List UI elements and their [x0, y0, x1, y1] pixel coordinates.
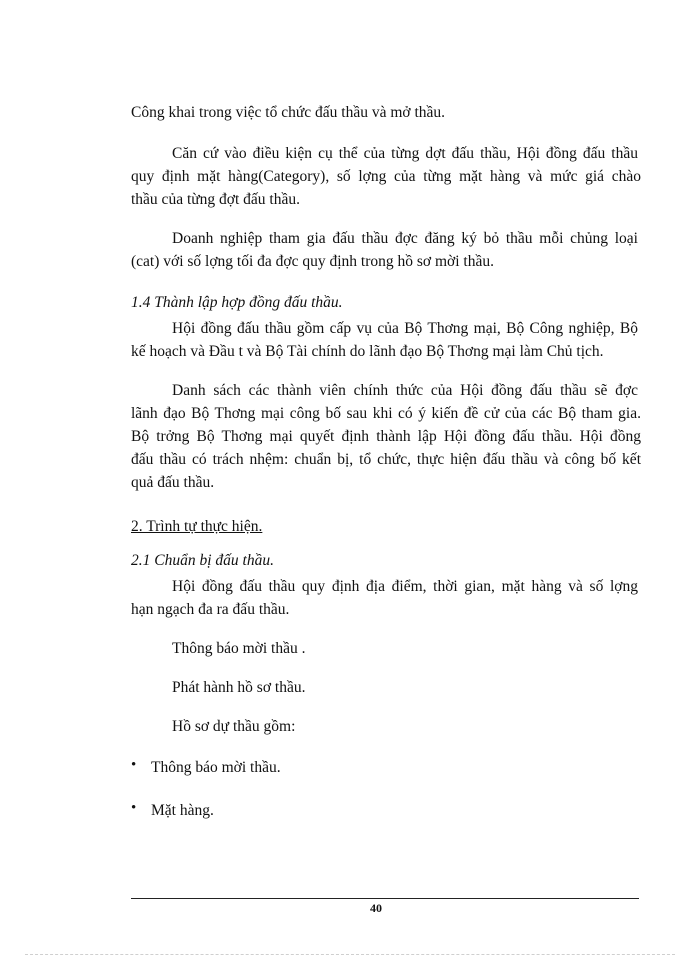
paragraph-line: hạn ngạch đa ra đấu thầu. [131, 601, 290, 618]
page-number: 40 [370, 901, 382, 915]
paragraph-line: Danh sách các thành viên chính thức của Hội đồng đấu thầu sẽ đợc [172, 382, 638, 399]
indented-line: Thông báo mời thầu . [172, 640, 306, 657]
paragraph-line: (cat) với số lợng tối đa đợc quy định trong hồ sơ mời thầu. [131, 253, 494, 270]
indented-line: Phát hành hồ sơ thầu. [172, 679, 306, 696]
subsection-heading: 2.1 Chuẩn bị đấu thầu. [131, 552, 274, 569]
paragraph-line: Bộ trởng Bộ Thơng mại quyết định thành lập Hội đồng đấu thầu. Hội đồng [131, 428, 641, 445]
bullet-icon: • [131, 757, 137, 773]
paragraph-line: quy định mặt hàng(Category), số lợng của từng mặt hàng và mức giá chào [131, 168, 641, 185]
section-heading: 2. Trình tự thực hiện. [131, 518, 263, 535]
indented-line: Hồ sơ dự thầu gồm: [172, 718, 296, 735]
bullet-icon: • [131, 800, 137, 816]
paragraph-line: Doanh nghiệp tham gia đấu thầu đợc đăng ký bỏ thầu mỗi chủng loại [172, 230, 638, 247]
paragraph-line: Công khai trong việc tổ chức đấu thầu và mở thầu. [131, 104, 446, 121]
paragraph-line: quả đấu thầu. [131, 474, 215, 491]
paragraph-line: thầu của từng đợt đấu thầu. [131, 191, 300, 208]
bullet-item: Thông báo mời thầu. [151, 759, 281, 776]
paragraph-line: Căn cứ vào điều kiện cụ thể của từng dợt đấu thầu, Hội đồng đấu thầu [172, 145, 638, 162]
paragraph-line: kế hoạch và Đầu t và Bộ Tài chính do lãnh đạo Bộ Thơng mại làm Chủ tịch. [131, 343, 604, 360]
paragraph-line: Hội đồng đấu thầu quy định địa điểm, thời gian, mặt hàng và số lợng [172, 578, 638, 595]
bullet-item: Mặt hàng. [151, 802, 214, 819]
paragraph-line: đấu thầu có trách nhệm: chuẩn bị, tổ chức, thực hiện đấu thầu và công bố kết [131, 451, 641, 468]
footer-divider [131, 898, 639, 899]
paragraph-line: Hội đồng đấu thầu gồm cấp vụ của Bộ Thơng mại, Bộ Công nghiệp, Bộ [172, 320, 638, 337]
page-break-divider [25, 954, 675, 955]
section-heading: 1.4 Thành lập hợp đồng đấu thầu. [131, 294, 343, 311]
paragraph-line: lãnh đạo Bộ Thơng mại công bố sau khi có ý kiến đề cử của các Bộ tham gia. [131, 405, 641, 422]
